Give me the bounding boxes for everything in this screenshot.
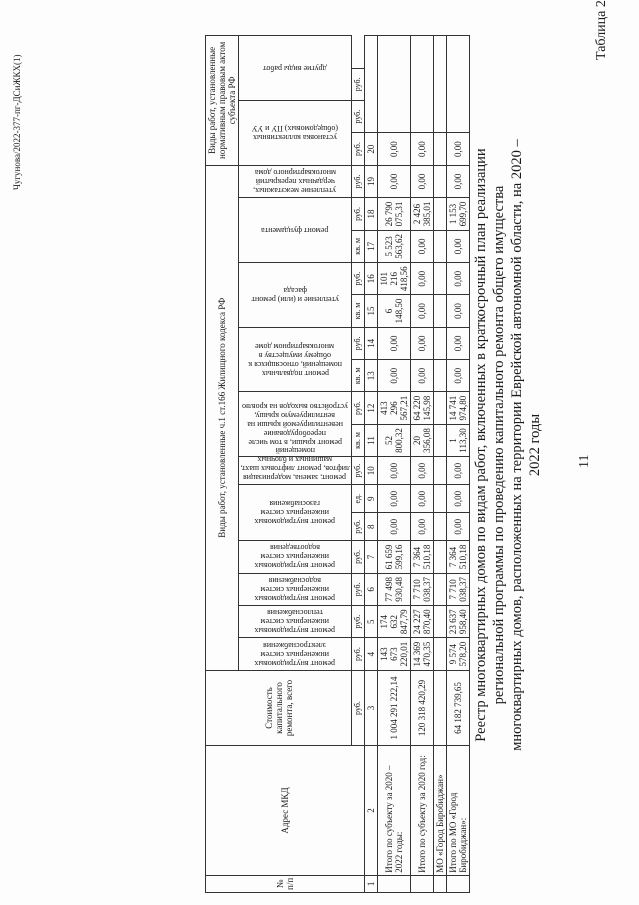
col-name: другие виды работ (239, 36, 352, 101)
cell-c5: 174 632 847,79 (378, 606, 411, 638)
col-number: 8 (365, 513, 378, 541)
col-number: 19 (365, 165, 378, 198)
cell-c6: 77 498 930,48 (378, 573, 411, 605)
cell-c8: 0,00 (447, 513, 470, 541)
col-name: ремонт внутридомовых инженерных систем электроснабжения (239, 638, 352, 670)
cell-c8: 0,00 (378, 513, 411, 541)
cell-c7: 7 364 510,18 (447, 541, 470, 573)
unit-cell: руб. (352, 101, 365, 133)
cell-c11: 52 800,32 (378, 424, 411, 456)
cell-c15: 0,00 (411, 295, 434, 327)
col-number: 14 (365, 327, 378, 359)
unit-cell: кв. м (352, 295, 365, 327)
table-row (434, 36, 447, 893)
row-filler (411, 36, 434, 133)
col-number: 2 (365, 746, 378, 875)
cell-c8 (434, 513, 447, 541)
col-number: 5 (365, 606, 378, 638)
unit-cell: руб. (352, 68, 365, 100)
unit-cell: руб. (352, 541, 365, 573)
cell-c11: 1 113,30 (447, 424, 470, 456)
col-number: 4 (365, 638, 378, 670)
registry-table (205, 35, 470, 893)
row-num-cell (447, 875, 470, 892)
unit-cell: руб. (352, 327, 365, 359)
cell-c18: 2 426 385,01 (411, 198, 434, 230)
table-row (411, 36, 434, 893)
cell-c4: 14 369 470,35 (411, 638, 434, 670)
cell-c19: 0,00 (411, 165, 434, 198)
row-filler (434, 36, 447, 133)
cell-c19: 0,00 (378, 165, 411, 198)
col-name: ремонт крыши, в том числе переоборудование невентилируемой крыши на вентилируемую крышу, устройство выходов на кровлю (239, 392, 352, 457)
cell-c10: 0,00 (378, 457, 411, 485)
footer-code: Чугунова/2022-377-пг-ДСиЖКХ(1) (12, 54, 22, 190)
cell-c9: 0,00 (378, 485, 411, 513)
col-name: установка коллективных (общедомовых) ПУ и УУ (239, 101, 352, 166)
cell-c18 (434, 198, 447, 230)
cell-c9: 0,00 (411, 485, 434, 513)
cell-c13: 0,00 (447, 360, 470, 392)
table-label: Таблица 2 (594, 0, 609, 60)
row-label: Итого по субъекту за 2020 – 2022 годы: (378, 746, 411, 875)
cell-c19: 0,00 (447, 165, 470, 198)
cell-c20: 0,00 (447, 133, 470, 165)
document-title: Реестр многоквартирных домов по видам работ, включенных в краткосрочный план реализации региональной программы по проведению капитального ремонта общего имущества многоквартирных домов, расположенных на территории Еврейской автономной области, на 2020 – 2022 годы (473, 139, 543, 751)
col-name: утепление межэтажных, чердачных перекрытий многоквартирного дома (239, 165, 352, 198)
unit-cell: руб. (352, 392, 365, 424)
cell-c9: 0,00 (447, 485, 470, 513)
unit-cell: руб. (352, 670, 365, 746)
page-number: 11 (577, 454, 592, 468)
cell-c10: 0,00 (411, 457, 434, 485)
col-name: ремонт внутридомовых инженерных систем теплоснабжения (239, 606, 352, 638)
unit-cell: руб. (352, 606, 365, 638)
col-number: 3 (365, 670, 378, 746)
cell-c18: 26 790 075,31 (378, 198, 411, 230)
cell-c11: 20 356,08 (411, 424, 434, 456)
col-number: 6 (365, 573, 378, 605)
unit-cell: руб. (352, 513, 365, 541)
cell-c10 (434, 457, 447, 485)
cell-c7 (434, 541, 447, 573)
row-label: МО «Город Биробиджан» (434, 746, 447, 875)
cell-c16: 0,00 (447, 263, 470, 295)
cell-c6: 7 710 038,37 (411, 573, 434, 605)
col-name: ремонт фундамента (239, 198, 352, 263)
col-name: ремонт внутридомовых инженерных систем газоснабжения (239, 485, 352, 541)
unit-cell: руб. (352, 198, 365, 230)
cell-total: 64 182 739,65 (447, 670, 470, 746)
cell-c16: 0,00 (411, 263, 434, 295)
row-num-cell (411, 875, 434, 892)
header-row-group (206, 36, 239, 893)
table-body (378, 36, 470, 893)
col-number: 11 (365, 424, 378, 456)
cell-c16 (434, 263, 447, 295)
unit-cell: ед. (352, 485, 365, 513)
col-number: 9 (365, 485, 378, 513)
col-number-spacer (365, 36, 378, 133)
cell-c9 (434, 485, 447, 513)
unit-cell: руб. (352, 573, 365, 605)
col-number: 13 (365, 360, 378, 392)
col-name: ремонт внутридомовых инженерных систем водоотведения (239, 541, 352, 573)
cell-c17: 0,00 (447, 230, 470, 262)
col-name: ремонт внутридомовых инженерных систем водоснабжения (239, 573, 352, 605)
table-row (378, 36, 411, 893)
unit-cell: кв. м (352, 230, 365, 262)
cell-c8: 0,00 (411, 513, 434, 541)
row-label: Итого по МО «Город Биробиджан»: (447, 746, 470, 875)
cell-c14: 0,00 (447, 327, 470, 359)
cell-c12: 14 741 974,80 (447, 392, 470, 424)
cell-c14 (434, 327, 447, 359)
header-num: № п/п (206, 875, 365, 892)
cell-c13: 0,00 (411, 360, 434, 392)
unit-cell: руб. (352, 133, 365, 165)
cell-c10: 0,00 (447, 457, 470, 485)
unit-cell: кв. м (352, 424, 365, 456)
col-number: 10 (365, 457, 378, 485)
row-num-cell (378, 875, 411, 892)
cell-c17: 0,00 (411, 230, 434, 262)
cell-c4: 9 574 578,20 (447, 638, 470, 670)
col-name: ремонт, замена, модернизация лифтов, ремонт лифтовых шахт, машинных и блочных помещений (239, 457, 352, 485)
col-number: 16 (365, 263, 378, 295)
col-name: утепление и (или) ремонт фасада (239, 263, 352, 328)
cell-c12: 413 296 567,21 (378, 392, 411, 424)
cell-c13: 0,00 (378, 360, 411, 392)
cell-c16: 101 216 418,56 (378, 263, 411, 295)
unit-cell: руб. (352, 263, 365, 295)
row-label: Итого по субъекту за 2020 год: (411, 746, 434, 875)
col-number: 15 (365, 295, 378, 327)
row-filler (447, 36, 470, 133)
cell-c15 (434, 295, 447, 327)
header-address: Адрес МКД (206, 746, 365, 875)
cell-total: 120 318 420,29 (411, 670, 434, 746)
cell-c4 (434, 638, 447, 670)
col-number: 20 (365, 133, 378, 165)
col-name: ремонт подвальных помещений, относящихся к общему имуществу в многоквартирном доме (239, 327, 352, 392)
cell-c12 (434, 392, 447, 424)
cell-c7: 61 659 599,16 (378, 541, 411, 573)
cell-c17 (434, 230, 447, 262)
cell-c17: 5 523 563,62 (378, 230, 411, 262)
cell-total (434, 670, 447, 746)
cell-c20: 0,00 (411, 133, 434, 165)
cell-c5 (434, 606, 447, 638)
header-total-cost: Стоимость капитального ремонта, всего (206, 670, 352, 746)
cell-c15: 0,00 (447, 295, 470, 327)
row-num-cell (434, 875, 447, 892)
row-filler (378, 36, 411, 133)
col-number: 17 (365, 230, 378, 262)
unit-cell: руб. (352, 638, 365, 670)
col-number: 1 (365, 875, 378, 892)
cell-c20 (434, 133, 447, 165)
header-other-types: Виды работ, установленные нормативным правовым актом субъекта РФ (206, 36, 239, 166)
col-number: 18 (365, 198, 378, 230)
col-number: 7 (365, 541, 378, 573)
cell-c5: 24 227 870,40 (411, 606, 434, 638)
cell-c19 (434, 165, 447, 198)
cell-c6: 7 710 038,37 (447, 573, 470, 605)
cell-c15: 6 148,50 (378, 295, 411, 327)
table-row (447, 36, 470, 893)
cell-c7: 7 364 510,18 (411, 541, 434, 573)
cell-c13 (434, 360, 447, 392)
cell-c12: 64 220 145,98 (411, 392, 434, 424)
cell-c6 (434, 573, 447, 605)
cell-c11 (434, 424, 447, 456)
column-number-row (365, 36, 378, 893)
cell-c4: 143 673 220,01 (378, 638, 411, 670)
unit-cell: кв. м (352, 360, 365, 392)
header-work-types: Виды работ, установленные ч.1 ст.166 Жилищного кодекса РФ (206, 165, 239, 670)
cell-total: 1 004 291 222,14 (378, 670, 411, 746)
cell-c18: 1 153 699,70 (447, 198, 470, 230)
unit-cell: руб. (352, 165, 365, 198)
cell-c14: 0,00 (378, 327, 411, 359)
col-number: 12 (365, 392, 378, 424)
cell-c5: 23 637 958,40 (447, 606, 470, 638)
unit-cell: руб. (352, 457, 365, 485)
cell-c14: 0,00 (411, 327, 434, 359)
cell-c20: 0,00 (378, 133, 411, 165)
